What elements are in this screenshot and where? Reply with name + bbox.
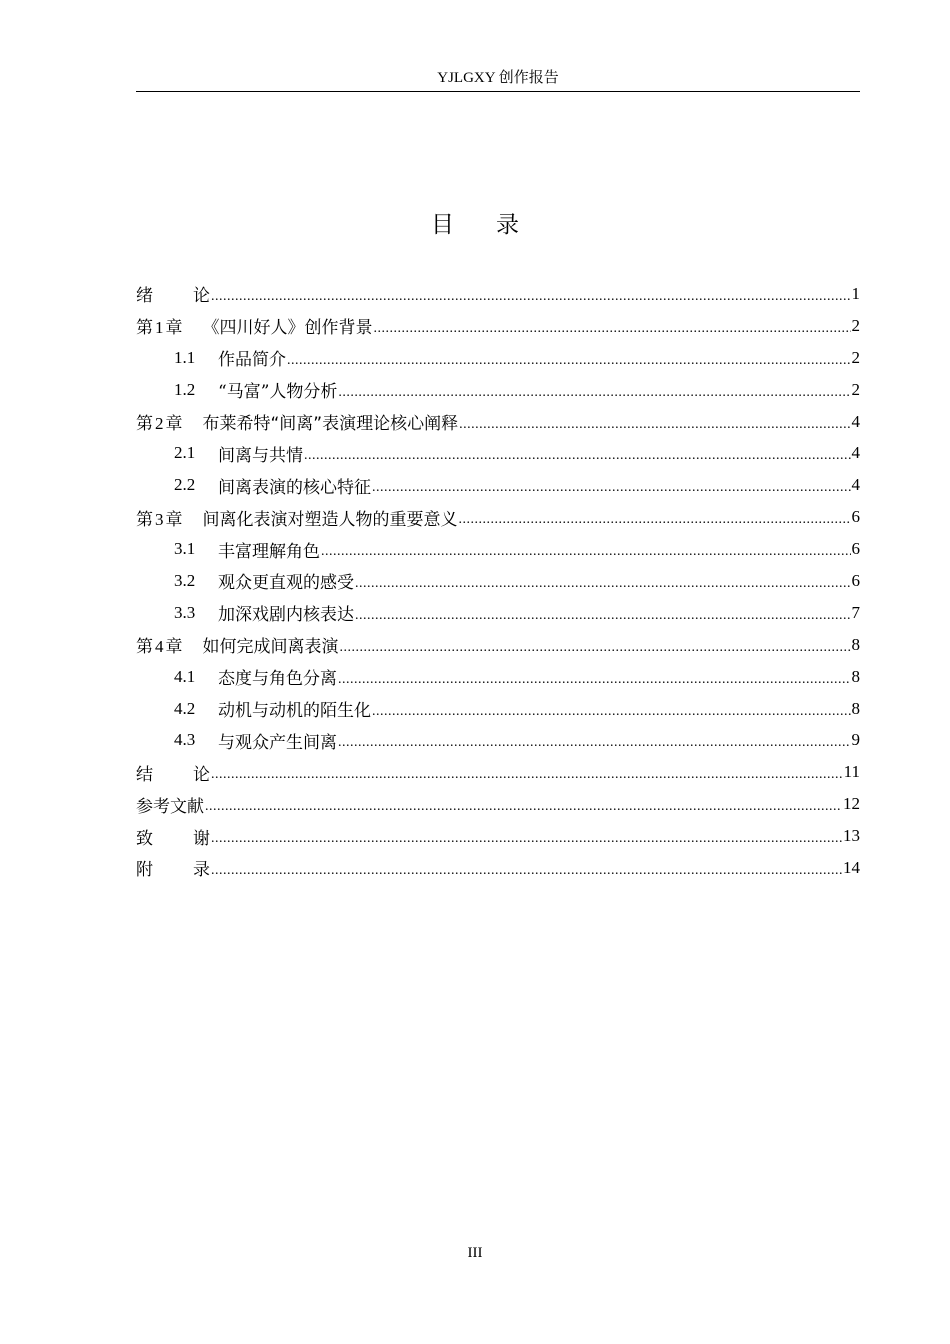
leader-dots	[304, 448, 851, 464]
leader-dots	[340, 640, 851, 656]
toc-entry-section-1-2[interactable]	[136, 374, 860, 406]
page-header	[136, 68, 860, 92]
section-title: 丰富理解角色	[218, 541, 320, 562]
chapter-number: 第 2 章	[136, 414, 183, 434]
page-number: 6	[851, 570, 860, 590]
leader-dots	[374, 321, 851, 337]
toc-entry-label: 结 论	[136, 764, 210, 785]
toc-entry-section-3-3[interactable]	[136, 597, 860, 629]
toc-entry-section-3-2[interactable]	[136, 565, 860, 597]
page-number: 8	[851, 666, 860, 686]
leader-dots	[338, 385, 850, 401]
page-number: 2	[851, 379, 860, 399]
toc-entry-label: 绪 论	[136, 286, 210, 307]
page-number: 11	[843, 762, 860, 782]
leader-dots	[211, 863, 842, 879]
leader-dots	[211, 831, 842, 847]
section-title: 加深戏剧内核表达	[218, 605, 354, 626]
chapter-title: 间离化表演对塑造人物的重要意义	[202, 509, 458, 530]
leader-dots	[372, 480, 851, 496]
page-number: 8	[851, 634, 860, 654]
toc-entry-chapter-4[interactable]	[136, 629, 860, 661]
page-number: 8	[851, 698, 860, 718]
leader-dots	[211, 767, 843, 783]
toc-entry-section-4-1[interactable]	[136, 661, 860, 693]
page-number-roman: III	[467, 1245, 483, 1261]
leader-dots	[459, 512, 851, 528]
toc-entry-chapter-2[interactable]	[136, 406, 860, 438]
section-number: 3.3	[174, 602, 196, 622]
section-number: 4.2	[174, 698, 196, 718]
leader-dots	[338, 672, 851, 688]
page-number: 6	[851, 507, 860, 527]
section-number: 1.1	[174, 347, 196, 367]
leader-dots	[338, 735, 851, 751]
toc-entry-label: 参考文献	[136, 796, 204, 817]
page-footer	[0, 1245, 950, 1262]
leader-dots	[321, 544, 851, 560]
leader-dots	[287, 353, 851, 369]
toc-entry-chapter-1[interactable]	[136, 310, 860, 342]
section-number: 3.2	[174, 570, 196, 590]
chapter-number: 第 4 章	[136, 637, 183, 658]
toc-entry-label: 附 录	[136, 860, 210, 881]
page-number: 4	[851, 411, 860, 431]
page-number: 12	[843, 794, 860, 814]
toc-entry-chapter-3[interactable]	[136, 501, 860, 533]
page-number: 9	[851, 730, 860, 750]
toc-entry-section-4-2[interactable]	[136, 693, 860, 725]
section-title: 与观众产生间离	[218, 732, 337, 753]
toc-entry-references[interactable]	[136, 788, 860, 820]
section-title: 观众更直观的感受	[218, 573, 354, 594]
section-title: “马富”人物分析	[218, 382, 338, 403]
section-number: 2.2	[174, 475, 196, 495]
leader-dots	[459, 417, 850, 433]
section-number: 4.1	[174, 666, 196, 686]
section-title: 态度与角色分离	[218, 669, 337, 690]
section-title: 间离表演的核心特征	[218, 477, 371, 498]
chapter-title: 如何完成间离表演	[202, 637, 339, 658]
section-number: 1.2	[174, 379, 196, 399]
table-of-contents	[136, 278, 860, 884]
toc-entry-section-3-1[interactable]	[136, 533, 860, 565]
toc-title-left: 目	[431, 212, 454, 238]
toc-title	[0, 208, 950, 242]
toc-title-right: 录	[496, 212, 519, 238]
page-number: 2	[851, 347, 860, 367]
chapter-title: 《四川好人》创作背景	[202, 318, 373, 339]
page-number: 7	[851, 602, 860, 622]
toc-entry-acknowledgements[interactable]	[136, 820, 860, 852]
section-title: 间离与共情	[218, 445, 303, 466]
chapter-title: 布莱希特“间离”表演理论核心阐释	[202, 414, 459, 434]
section-title: 动机与动机的陌生化	[218, 701, 371, 722]
page-number: 14	[843, 857, 860, 877]
page-number: 4	[851, 443, 860, 463]
page-number: 2	[851, 315, 860, 335]
section-number: 4.3	[174, 730, 196, 750]
toc-entry-section-4-3[interactable]	[136, 724, 860, 756]
chapter-number: 第 3 章	[136, 509, 183, 530]
page-number: 13	[843, 826, 860, 846]
section-number: 2.1	[174, 443, 196, 463]
toc-entry-section-1-1[interactable]	[136, 342, 860, 374]
toc-entry-intro[interactable]	[136, 278, 860, 310]
toc-entry-label: 致 谢	[136, 828, 210, 849]
section-title: 作品简介	[218, 350, 286, 371]
leader-dots	[372, 704, 851, 720]
leader-dots	[355, 608, 851, 624]
chapter-number: 第 1 章	[136, 318, 183, 339]
header-text: YJLGXY 创作报告	[437, 70, 559, 86]
toc-entry-appendix[interactable]	[136, 852, 860, 884]
toc-entry-section-2-1[interactable]	[136, 437, 860, 469]
section-number: 3.1	[174, 539, 196, 559]
page-number: 4	[851, 475, 860, 495]
page-number: 6	[851, 539, 860, 559]
toc-entry-section-2-2[interactable]	[136, 469, 860, 501]
leader-dots	[211, 289, 851, 305]
page-number: 1	[851, 283, 860, 303]
leader-dots	[355, 576, 851, 592]
toc-entry-conclusion[interactable]	[136, 756, 860, 788]
leader-dots	[205, 799, 842, 815]
